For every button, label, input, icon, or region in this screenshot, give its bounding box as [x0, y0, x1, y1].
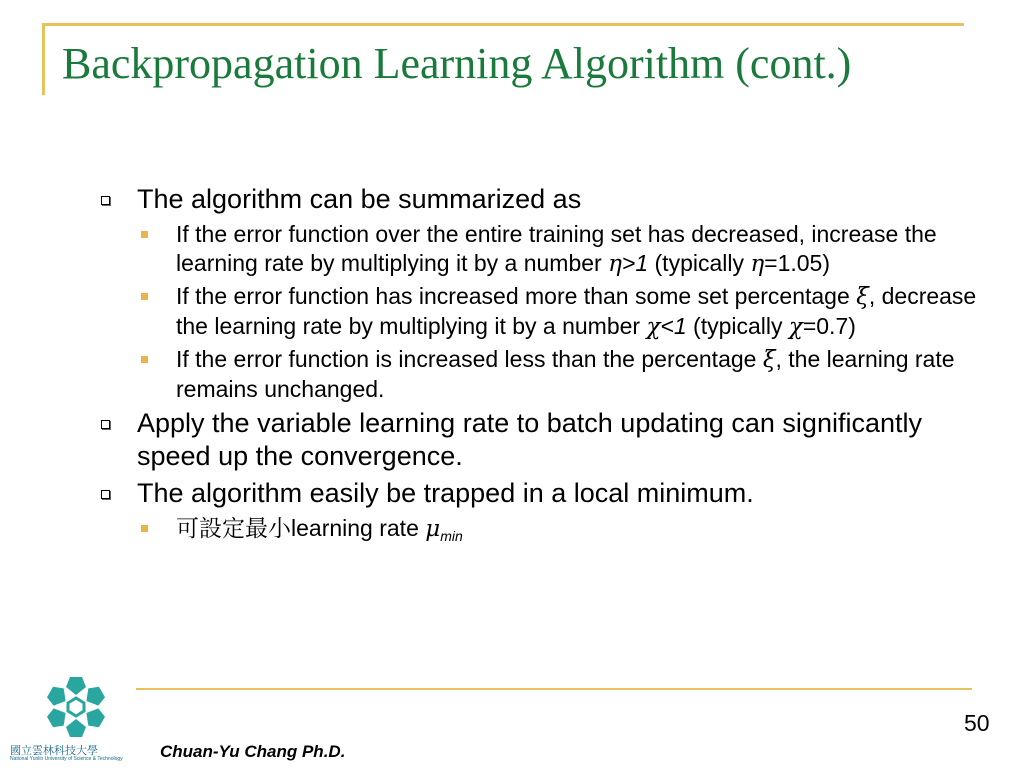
bullet-summary: The algorithm can be summarized as — [100, 183, 980, 216]
eta-symbol: η — [750, 251, 765, 277]
xi-symbol: ξ — [856, 284, 869, 310]
chi-symbol: χ — [646, 314, 661, 340]
bullet-batch-updating: Apply the variable learning rate to batch updating can significantly speed up the convergence. — [100, 407, 980, 473]
hollow-square-bullet-icon — [101, 196, 110, 205]
bullet-local-minimum: The algorithm easily be trapped in a local minimum. — [100, 477, 980, 510]
hollow-square-bullet-icon — [101, 420, 110, 429]
square-bullet-icon — [141, 525, 148, 532]
slide-title: Backpropagation Learning Algorithm (cont.) — [62, 39, 852, 88]
logo-subtext: National Yunlin University of Science & Technology — [10, 756, 123, 762]
top-frame-line — [42, 23, 964, 26]
sub-bullet-min-learning-rate: 可設定最小learning rate $\mu_{min}$ — [100, 514, 980, 551]
slide-content — [100, 183, 980, 554]
eta-symbol: η — [608, 251, 622, 277]
sub-bullet-increase-more: If the error function has increased more than some set percentage ξ, decrease the learning rate by multiplying it by a number χ<1 (typically χ=0.7) — [100, 282, 980, 342]
author-name: Chuan-Yu Chang Ph.D. — [160, 742, 346, 761]
page-number: 50 — [964, 710, 990, 736]
left-frame-line — [42, 23, 45, 95]
chi-symbol: χ — [788, 314, 803, 340]
footer-divider — [136, 688, 972, 690]
mu-symbol: μ — [425, 516, 441, 542]
hollow-square-bullet-icon — [101, 490, 110, 499]
square-bullet-icon — [141, 356, 148, 363]
square-bullet-icon — [141, 293, 148, 300]
university-logo-icon — [36, 672, 116, 742]
square-bullet-icon — [141, 231, 148, 238]
sub-bullet-decrease: If the error function over the entire training set has decreased, increase the learning rate by multiplying it by a number η>1 (typically η=1.05) — [100, 220, 980, 279]
xi-symbol: ξ — [762, 347, 776, 373]
sub-bullet-increase-less: If the error function is increased less than the percentage ξ, the learning rate remains unchanged. — [100, 345, 980, 404]
logo-text: 國立雲林科技大學 — [10, 744, 98, 757]
